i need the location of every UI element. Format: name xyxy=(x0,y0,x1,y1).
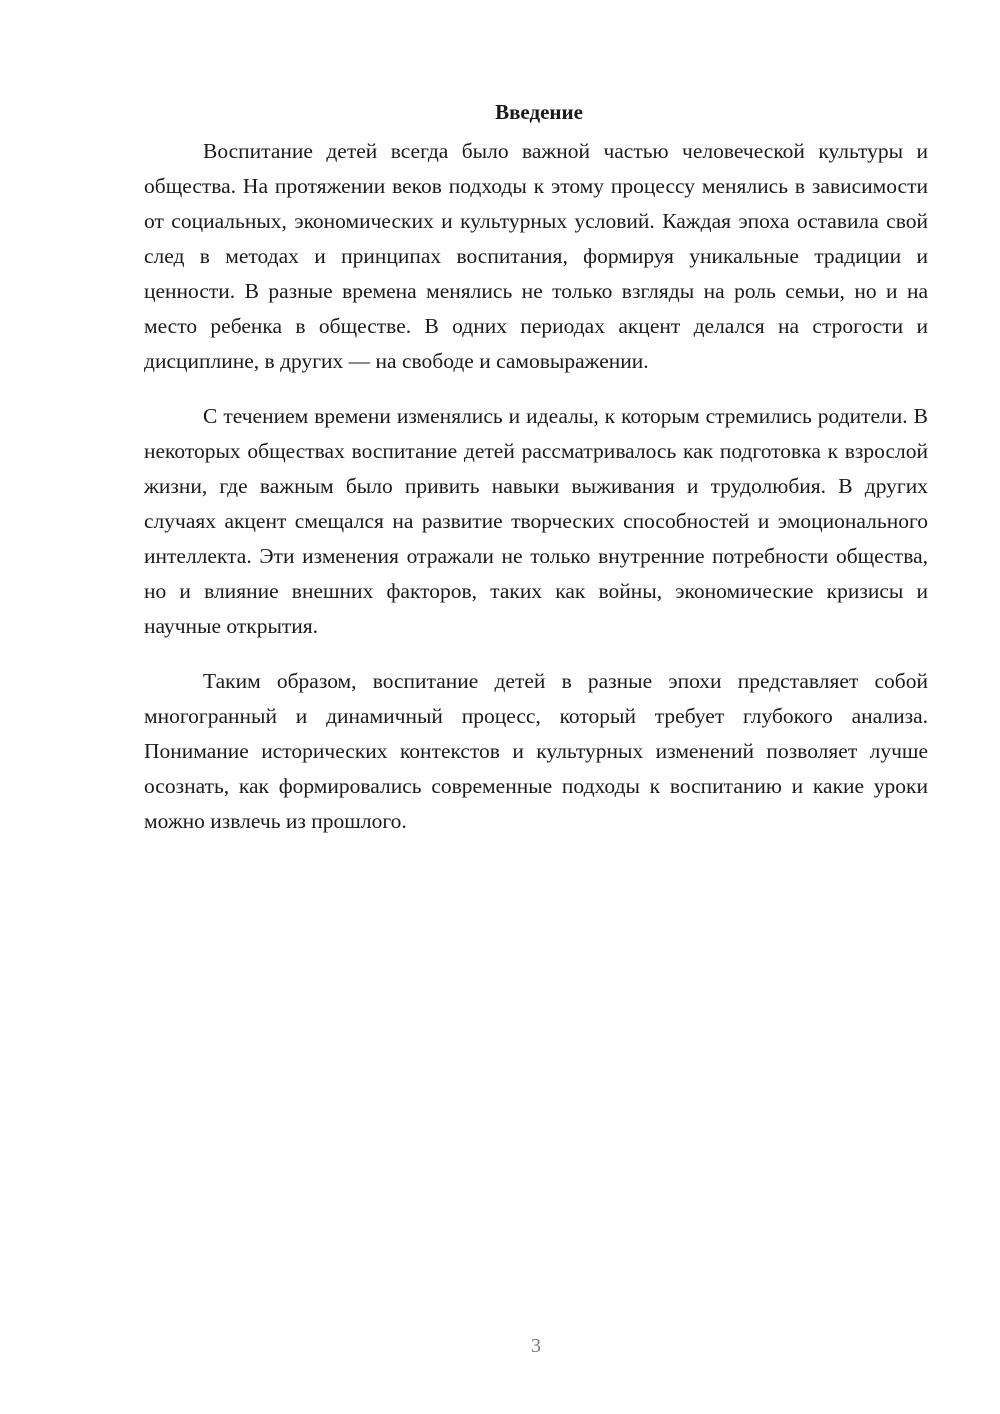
page-content xyxy=(144,98,928,859)
paragraph-2: С течением времени изменялись и идеалы, к которым стремились родители. В некоторых обществах воспитание детей рассматривалось как подготовка к взрослой жизни, где важным было привить навыки выживания и трудолюбия. В других случаях акцент смещался на развитие творческих способностей и эмоционального интеллекта. Эти изменения отражали не только внутренние потребности общества, но и влияние внешних факторов, таких как войны, экономические кризисы и научные открытия. xyxy=(144,404,928,638)
paragraph-1: Воспитание детей всегда было важной частью человеческой культуры и общества. На протяжении веков подходы к этому процессу менялись в зависимости от социальных, экономических и культурных условий. Каждая эпоха оставила свой след в методах и принципах воспитания, формируя уникальные традиции и ценности. В разные времена менялись не только взгляды на роль семьи, но и на место ребенка в обществе. В одних периодах акцент делался на строгости и дисциплине, в других — на свободе и самовыражении. xyxy=(144,139,928,373)
paragraph-3: Таким образом, воспитание детей в разные эпохи представляет собой многогранный и динамичный процесс, который требует глубокого анализа. Понимание исторических контекстов и культурных изменений позволяет лучше осознать, как формировались современные подходы к воспитанию и какие уроки можно извлечь из прошлого. xyxy=(144,669,928,833)
page-number: 3 xyxy=(531,1335,541,1357)
section-title: Введение xyxy=(495,100,583,124)
